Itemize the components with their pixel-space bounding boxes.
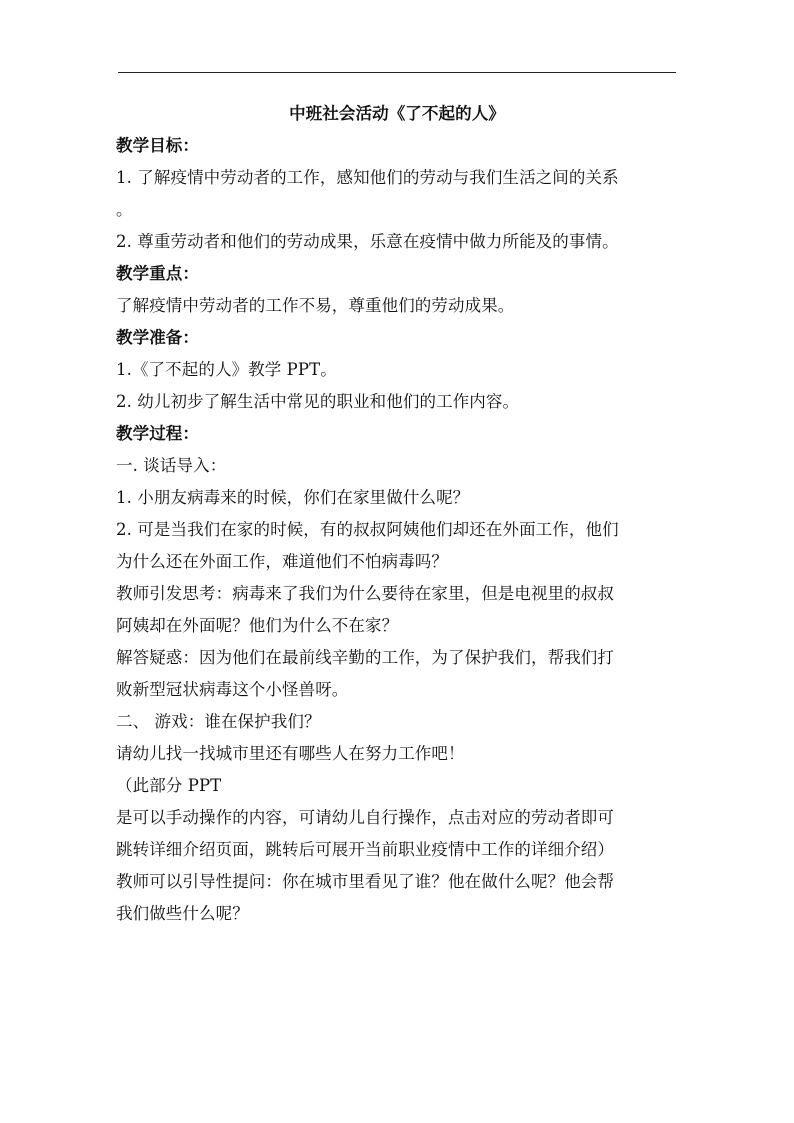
paragraph-line: 2. 可是当我们在家的时候，有的叔叔阿姨他们却还在外面工作，他们 <box>116 520 619 539</box>
paragraph-line: 解答疑惑：因为他们在最前线辛勤的工作，为了保护我们，帮我们打 <box>116 648 614 667</box>
paragraph-line: （此部分 PPT <box>116 776 222 795</box>
paragraph-line: 请幼儿找一找城市里还有哪些人在努力工作吧！ <box>116 744 465 763</box>
paragraph-line: 阿姨却在外面呢？他们为什么不在家？ <box>116 616 399 635</box>
paragraph-line: 教师引发思考：病毒来了我们为什么要待在家里，但是电视里的叔叔 <box>116 584 614 603</box>
paragraph-line: 是可以手动操作的内容，可请幼儿自行操作，点击对应的劳动者即可 <box>116 808 614 827</box>
paragraph-line: 1. 小朋友病毒来的时候，你们在家里做什么呢？ <box>116 488 470 507</box>
paragraph-line: 我们做些什么呢？ <box>116 904 249 923</box>
document-title: 中班社会活动《了不起的人》 <box>289 104 505 123</box>
document-body <box>116 98 678 930</box>
document-lines <box>116 130 678 930</box>
paragraph-line: 1. 了解疫情中劳动者的工作，感知他们的劳动与我们生活之间的关系 <box>116 168 619 187</box>
section-heading: 教学目标： <box>116 136 199 155</box>
section-heading: 教学过程： <box>116 424 199 443</box>
paragraph-line: 败新型冠状病毒这个小怪兽呀。 <box>116 680 349 699</box>
paragraph-line: 二、 游戏：谁在保护我们？ <box>116 712 321 731</box>
section-heading: 教学准备： <box>116 328 199 347</box>
paragraph-line: 一. 谈话导入： <box>116 456 227 475</box>
header-rule <box>118 72 676 73</box>
paragraph-line: 为什么还在外面工作，难道他们不怕病毒吗？ <box>116 552 448 571</box>
paragraph-line: 2. 尊重劳动者和他们的劳动成果，乐意在疫情中做力所能及的事情。 <box>116 232 619 251</box>
paragraph-line: 。 <box>116 200 133 219</box>
paragraph-line: 跳转详细介绍页面，跳转后可展开当前职业疫情中工作的详细介绍） <box>116 840 614 859</box>
section-heading: 教学重点： <box>116 264 199 283</box>
paragraph-line: 1.《了不起的人》教学 PPT。 <box>116 360 337 379</box>
paragraph-line: 2. 幼儿初步了解生活中常见的职业和他们的工作内容。 <box>116 392 520 411</box>
paragraph-line: 了解疫情中劳动者的工作不易，尊重他们的劳动成果。 <box>116 296 515 315</box>
paragraph-line: 教师可以引导性提问：你在城市里看见了谁？他在做什么呢？他会帮 <box>116 872 614 891</box>
